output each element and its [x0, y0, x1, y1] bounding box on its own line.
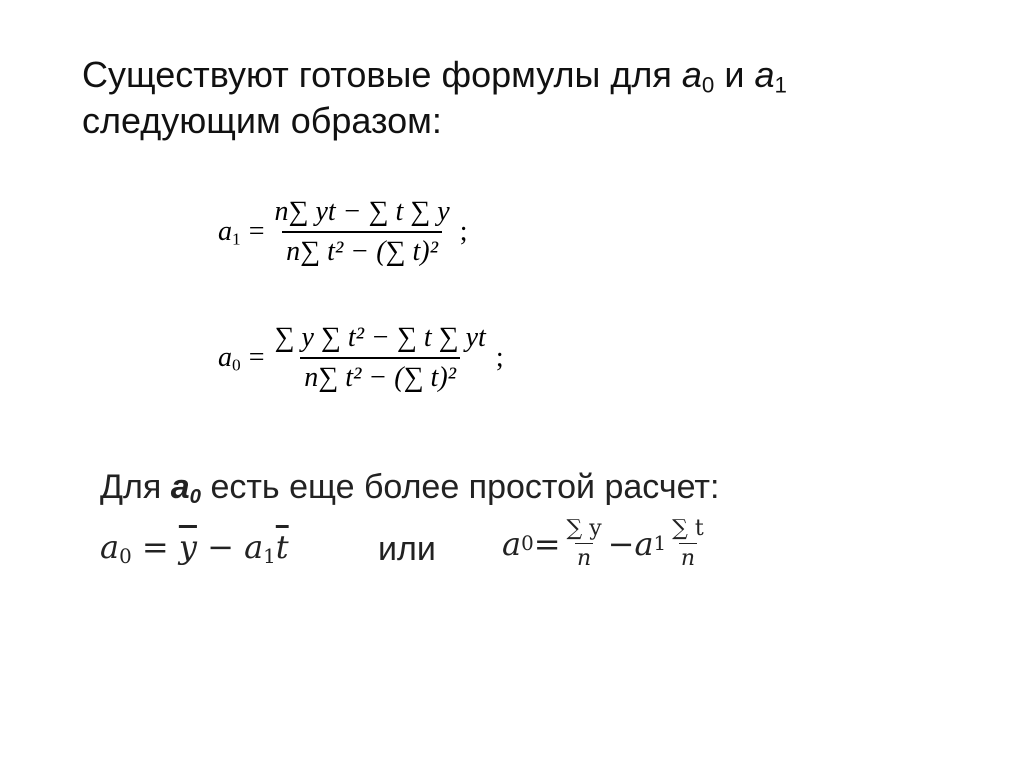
- formula-a1-numerator: n∑ yt − ∑ t ∑ y: [274, 196, 450, 227]
- mean-formula: $a_0 = \overline{y} - a_1\overline{t}$: [100, 528, 289, 568]
- formula-a1: $a_1$ = $\frac{n\sum yt - \sum t \sum y}{\text{n∑ t² − (∑ t)²}}$ ;: [218, 196, 468, 267]
- sum-formula: a 0 = $\frac{\sum y}{n}$ − a 1 ∑ t n: [502, 516, 704, 571]
- simpler-heading: Для $a_0$ есть еще более простой расчет:: [100, 468, 720, 509]
- formula-a0: $a_0$ = $\frac{\text{∑ y ∑ t² − ∑ t ∑ yt}}{\text{n∑ t² − (∑ t)²}}$ ;: [218, 322, 504, 393]
- simple-formulas: [100, 516, 800, 596]
- intro-text: [82, 52, 787, 144]
- intro-line-2: следующим образом:: [82, 100, 442, 141]
- formula-a0-numerator: ∑ y ∑ t² − ∑ t ∑ yt: [274, 322, 486, 353]
- or-word: или: [378, 530, 436, 568]
- sum-t-fraction: ∑ t n: [672, 516, 704, 571]
- formula-a1-fraction: [270, 196, 453, 268]
- formula-a0-fraction: [270, 322, 489, 394]
- sum-y-fraction: $\frac{\sum y}{n}$: [566, 516, 602, 571]
- intro-line-1: Существуют готовые формулы для $a_0$ и $a_1$: [82, 54, 787, 98]
- formula-a0-denominator: n∑ t² − (∑ t)²: [300, 357, 460, 394]
- formula-a1-denominator: n∑ t² − (∑ t)²: [282, 231, 442, 268]
